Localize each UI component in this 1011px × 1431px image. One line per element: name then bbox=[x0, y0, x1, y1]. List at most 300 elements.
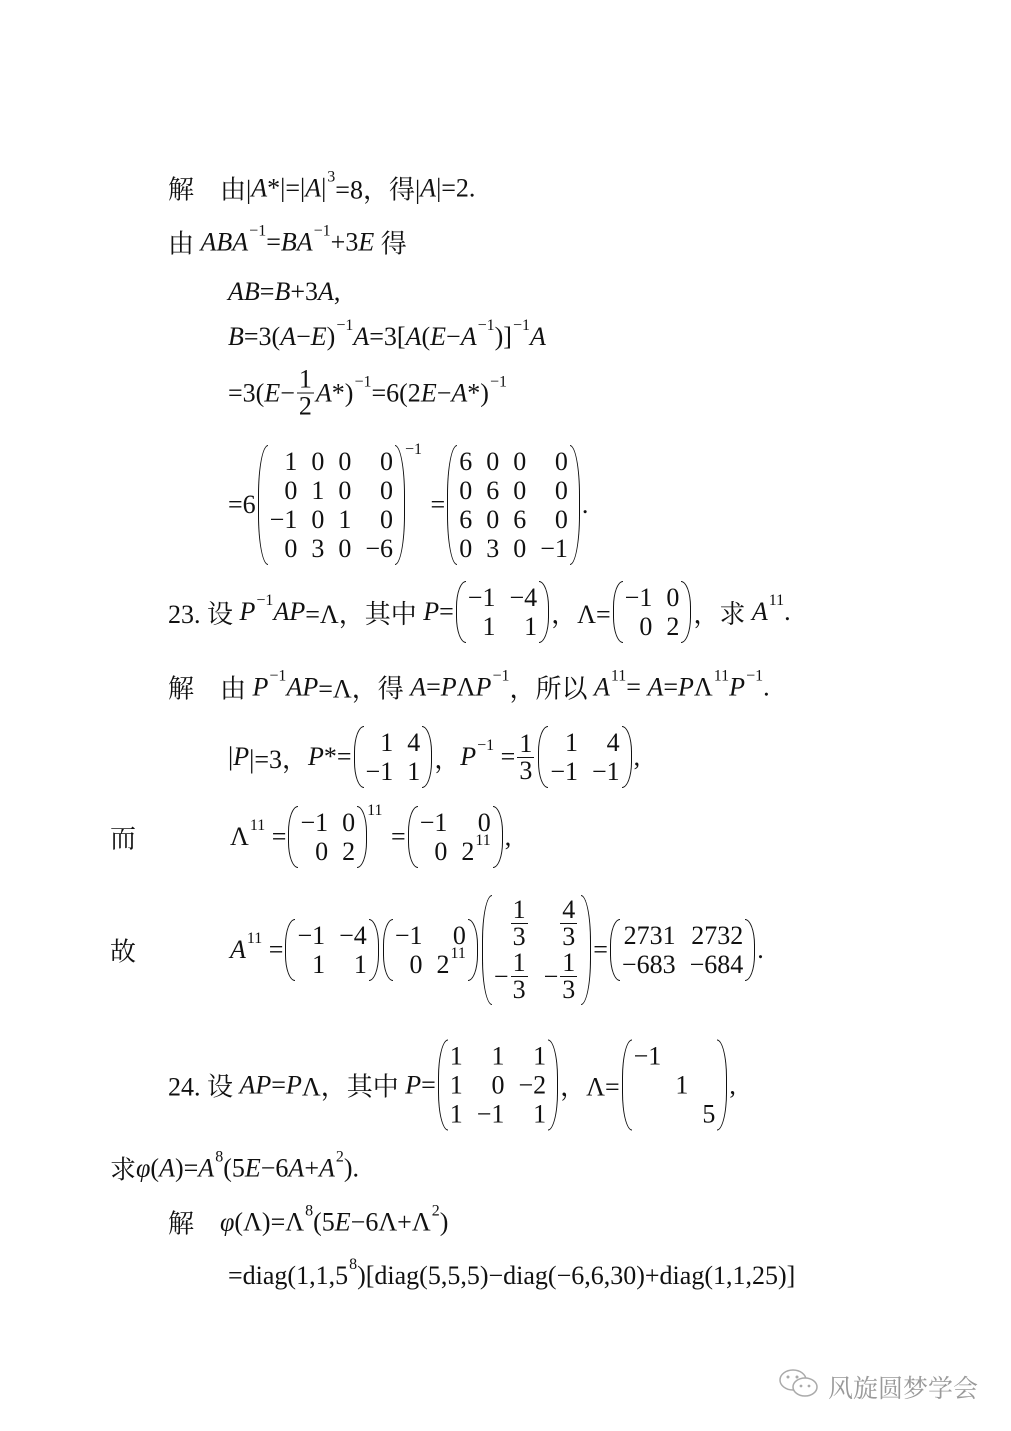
superscript: −1 bbox=[477, 317, 495, 334]
text-run: ( bbox=[421, 322, 431, 351]
text-run: 1 bbox=[311, 476, 325, 505]
matrix-cell bbox=[461, 831, 491, 866]
text-run: −1 bbox=[269, 505, 298, 534]
text-run: =6 bbox=[228, 490, 256, 519]
fraction-numerator: 1 bbox=[562, 948, 576, 977]
text-run: 求 bbox=[110, 1155, 137, 1185]
math-variable: A bbox=[318, 1153, 335, 1182]
text-run: ( bbox=[150, 1153, 160, 1182]
text-run: 0 bbox=[491, 1070, 505, 1100]
right-parenthesis bbox=[369, 919, 379, 981]
text-run: =Λ，其中 bbox=[305, 599, 424, 629]
math-variable: AB bbox=[228, 277, 260, 306]
text-run: −1 bbox=[550, 757, 578, 786]
math-variable: P bbox=[460, 742, 477, 771]
fraction bbox=[517, 728, 534, 785]
matrix-cell bbox=[459, 505, 472, 534]
text-run: 1 bbox=[312, 950, 326, 979]
fraction bbox=[297, 364, 314, 421]
text-run: −1 bbox=[365, 757, 394, 786]
text-run: 1 bbox=[482, 612, 496, 641]
fraction bbox=[511, 950, 528, 1003]
text-run: 0 bbox=[434, 837, 448, 866]
matrix-cell bbox=[311, 505, 324, 534]
text-run: ) bbox=[326, 322, 336, 351]
matrix-grid bbox=[623, 581, 682, 643]
math-variable: ABA bbox=[200, 227, 249, 256]
fraction-denominator: 3 bbox=[562, 922, 576, 951]
matrix bbox=[622, 1040, 728, 1131]
text-run: −684 bbox=[689, 950, 744, 979]
text-run: 0 bbox=[554, 476, 568, 505]
superscript: −1 bbox=[269, 667, 287, 684]
matrix-cell bbox=[300, 837, 328, 866]
text-run: −1 bbox=[297, 921, 326, 950]
matrix-cell bbox=[675, 1071, 688, 1100]
math-variable: A bbox=[305, 173, 322, 202]
math-variable: P bbox=[475, 672, 492, 701]
text-run: . bbox=[763, 672, 770, 701]
text-run: 1 bbox=[380, 728, 394, 757]
matrix-cell bbox=[625, 612, 653, 641]
text-run: 0 bbox=[486, 505, 500, 534]
text-run: = bbox=[593, 935, 608, 964]
matrix-cell bbox=[270, 505, 298, 534]
fraction bbox=[560, 950, 577, 1003]
matrix-grid bbox=[295, 919, 368, 981]
watermark bbox=[778, 1368, 978, 1406]
matrix-grid bbox=[418, 806, 493, 868]
left-parenthesis bbox=[610, 919, 620, 981]
text-line-l12 bbox=[168, 1040, 736, 1131]
math-variable: A bbox=[353, 322, 370, 351]
text-run: 1 bbox=[338, 505, 352, 534]
text-run: 1 bbox=[675, 1070, 689, 1100]
text-run: −683 bbox=[621, 950, 676, 979]
segment-group bbox=[558, 897, 579, 950]
matrix-cell bbox=[540, 534, 568, 563]
math-variable: E bbox=[310, 322, 327, 351]
matrix-cell bbox=[338, 505, 351, 534]
fraction-numerator: 4 bbox=[562, 895, 576, 924]
left-parenthesis bbox=[456, 581, 466, 643]
text-line-l11a bbox=[110, 932, 136, 969]
text-run: 0 bbox=[639, 612, 653, 641]
text-run: − bbox=[446, 322, 461, 351]
matrix-cell bbox=[459, 447, 472, 476]
matrix-cell bbox=[622, 950, 676, 979]
superscript: 11 bbox=[768, 592, 785, 609]
matrix-cell bbox=[311, 447, 324, 476]
text-run: ，求 bbox=[693, 599, 752, 629]
left-parenthesis bbox=[447, 445, 457, 565]
text-line-l14 bbox=[168, 1204, 448, 1241]
math-variable: A bbox=[230, 935, 246, 964]
matrix-cell bbox=[518, 1100, 546, 1129]
matrix-cell bbox=[339, 921, 367, 950]
matrix bbox=[438, 1040, 558, 1131]
math-variable: AP bbox=[286, 672, 319, 701]
text-run: − bbox=[296, 322, 311, 351]
superscript: −1 bbox=[336, 317, 354, 334]
matrix-cell bbox=[702, 1100, 715, 1129]
math-variable: A bbox=[647, 672, 664, 701]
matrix-cell bbox=[544, 897, 580, 950]
math-variable: P bbox=[233, 742, 250, 771]
text-run: *) bbox=[331, 378, 354, 407]
superscript: −1 bbox=[313, 222, 331, 239]
text-run: ，所以 bbox=[509, 674, 594, 704]
matrix-cell bbox=[395, 950, 423, 979]
text-run: − bbox=[436, 378, 452, 407]
matrix-grid bbox=[492, 895, 581, 1005]
text-run: −1 bbox=[394, 921, 423, 950]
text-run: 1 bbox=[565, 728, 578, 757]
text-run: 1 bbox=[407, 757, 421, 786]
text-line-l1 bbox=[168, 170, 475, 207]
matrix-exponent: −1 bbox=[405, 441, 423, 458]
superscript: 11 bbox=[713, 667, 730, 684]
text-run: (5 bbox=[313, 1207, 335, 1236]
matrix-cell bbox=[634, 1100, 662, 1129]
math-variable: P bbox=[405, 1070, 422, 1099]
text-run: 由 bbox=[168, 229, 201, 259]
fraction-denominator: 3 bbox=[519, 755, 533, 785]
math-variable: E bbox=[264, 378, 281, 407]
matrix-cell bbox=[420, 808, 448, 837]
matrix bbox=[456, 581, 549, 643]
right-parenthesis bbox=[468, 919, 478, 981]
matrix-cell bbox=[509, 583, 537, 612]
matrix-cell bbox=[675, 1100, 688, 1129]
text-run: 3 bbox=[311, 534, 325, 563]
text-run: −1 bbox=[624, 583, 653, 612]
text-run: Λ，其中 bbox=[301, 1072, 406, 1102]
matrix-cell bbox=[270, 534, 298, 563]
matrix-cell bbox=[540, 447, 568, 476]
text-run: = bbox=[494, 742, 516, 771]
text-run: = bbox=[663, 672, 679, 701]
text-run: −6Λ+Λ bbox=[350, 1207, 431, 1236]
matrix-cell bbox=[338, 534, 351, 563]
text-run: 1 bbox=[533, 1041, 547, 1071]
text-run: −1 bbox=[419, 808, 448, 837]
matrix bbox=[610, 919, 755, 981]
text-run: . bbox=[784, 597, 791, 626]
math-variable: B bbox=[228, 322, 244, 351]
math-variable: A bbox=[251, 173, 268, 202]
matrix-cell bbox=[622, 921, 676, 950]
math-variable: AP bbox=[239, 1070, 272, 1099]
fraction-denominator: 2 bbox=[298, 391, 312, 421]
superscript: −1 bbox=[477, 737, 495, 754]
matrix-cell bbox=[675, 1042, 688, 1071]
text-run: =Λ，得 bbox=[318, 674, 411, 704]
matrix-cell bbox=[509, 612, 537, 641]
text-run: 1 bbox=[491, 1041, 505, 1071]
fraction bbox=[560, 897, 577, 950]
text-line-l7 bbox=[168, 581, 791, 643]
math-variable: AP bbox=[273, 597, 306, 626]
superscript: −1 bbox=[354, 373, 372, 390]
matrix-cell bbox=[366, 728, 394, 757]
matrix-cell bbox=[702, 1042, 715, 1071]
text-run: = bbox=[439, 597, 454, 626]
matrix bbox=[288, 802, 383, 868]
text-run: 0 bbox=[477, 808, 491, 837]
text-run: 3 bbox=[486, 534, 500, 563]
math-variable: A bbox=[593, 672, 610, 701]
matrix-grid bbox=[364, 726, 423, 788]
text-run: −2 bbox=[518, 1070, 547, 1100]
text-run: =8，得| bbox=[335, 175, 421, 205]
matrix-cell bbox=[518, 1071, 546, 1100]
text-run: −1 bbox=[592, 757, 620, 786]
text-run: 2 bbox=[342, 837, 356, 866]
math-variable: A bbox=[318, 277, 334, 306]
text-run: 0 bbox=[380, 476, 394, 505]
right-parenthesis bbox=[548, 1040, 558, 1131]
matrix bbox=[285, 919, 378, 981]
text-run: 0 bbox=[513, 447, 527, 476]
text-line-l5 bbox=[228, 364, 507, 421]
text-run: . bbox=[581, 490, 589, 519]
matrix-cell bbox=[342, 808, 355, 837]
text-run: . bbox=[757, 935, 764, 964]
text-run: 0 bbox=[338, 447, 352, 476]
math-variable: A bbox=[405, 322, 422, 351]
math-variable: E bbox=[244, 1153, 261, 1182]
text-run: −1 bbox=[300, 808, 329, 837]
text-run: −4 bbox=[509, 583, 538, 612]
math-variable: P bbox=[729, 672, 746, 701]
matrix-cell bbox=[270, 447, 298, 476]
math-variable: P bbox=[252, 672, 269, 701]
text-run: *) bbox=[467, 378, 489, 407]
fraction-numerator: 1 bbox=[512, 948, 526, 977]
matrix-cell bbox=[436, 944, 466, 979]
left-parenthesis bbox=[354, 726, 364, 788]
math-variable: P bbox=[678, 672, 694, 701]
right-parenthesis bbox=[539, 581, 549, 643]
segment-group bbox=[509, 897, 530, 950]
watermark-text: 风旋圆梦学会 bbox=[828, 1374, 979, 1403]
matrix-cell bbox=[300, 808, 328, 837]
matrix-grid bbox=[393, 919, 468, 981]
text-run: |=3， bbox=[249, 744, 308, 774]
matrix-cell bbox=[468, 583, 496, 612]
matrix bbox=[613, 581, 692, 643]
superscript: 8 bbox=[215, 1148, 224, 1165]
superscript: 8 bbox=[305, 1202, 314, 1219]
text-line-l2 bbox=[168, 224, 407, 261]
superscript: 11 bbox=[246, 930, 263, 947]
text-run: *= bbox=[323, 742, 352, 771]
matrix-cell bbox=[420, 837, 448, 866]
text-run: =diag(1,1,5 bbox=[228, 1261, 349, 1290]
text-run: 0 bbox=[452, 921, 466, 950]
matrix-grid bbox=[457, 445, 570, 565]
matrix-cell bbox=[270, 476, 298, 505]
text-run: Λ bbox=[230, 822, 249, 851]
segment-group bbox=[544, 950, 580, 1003]
text-run: = bbox=[384, 822, 406, 851]
text-run: 1 bbox=[353, 950, 367, 979]
text-run: 0 bbox=[338, 476, 352, 505]
right-parenthesis bbox=[357, 806, 367, 868]
text-run: 0 bbox=[284, 476, 298, 505]
math-variable: φ bbox=[136, 1153, 151, 1182]
fraction-numerator: 1 bbox=[298, 364, 312, 394]
text-run: 23. 设 bbox=[168, 599, 240, 629]
matrix bbox=[538, 726, 631, 788]
text-run: 2 bbox=[461, 836, 475, 866]
fraction bbox=[511, 897, 528, 950]
text-run: ，Λ= bbox=[560, 1072, 620, 1102]
text-run: +3 bbox=[290, 277, 318, 306]
text-run: ) bbox=[439, 1207, 449, 1236]
math-variable: E bbox=[420, 378, 437, 407]
text-line-l11 bbox=[230, 895, 764, 1005]
matrix-cell bbox=[634, 1071, 662, 1100]
matrix-cell bbox=[450, 1100, 463, 1129]
text-run: (Λ)=Λ bbox=[234, 1207, 305, 1236]
matrix-cell bbox=[666, 612, 679, 641]
matrix bbox=[482, 895, 591, 1005]
matrix-cell bbox=[365, 505, 393, 534]
math-variable: A bbox=[530, 322, 546, 351]
text-run: ，Λ= bbox=[551, 599, 611, 629]
matrix-cell bbox=[459, 534, 472, 563]
matrix-cell bbox=[450, 1042, 463, 1071]
math-variable: P bbox=[440, 672, 457, 701]
matrix-cell bbox=[365, 447, 393, 476]
matrix-cell bbox=[540, 476, 568, 505]
text-run: 0 bbox=[380, 505, 394, 534]
text-run: , bbox=[729, 1070, 736, 1099]
text-run: ). bbox=[343, 1153, 360, 1182]
text-run: 2 bbox=[436, 949, 450, 979]
matrix-cell bbox=[338, 447, 351, 476]
matrix-cell bbox=[459, 476, 472, 505]
text-run: 2 bbox=[666, 612, 680, 641]
matrix-cell bbox=[544, 950, 580, 1003]
right-parenthesis bbox=[745, 919, 755, 981]
right-parenthesis bbox=[622, 726, 632, 788]
matrix-cell bbox=[513, 447, 526, 476]
superscript: 2 bbox=[335, 1148, 344, 1165]
text-run: )[diag(5,5,5)−diag(−6,6,30)+diag(1,1,25)] bbox=[357, 1261, 796, 1290]
text-run: , bbox=[504, 822, 512, 851]
math-variable: P bbox=[239, 597, 256, 626]
text-run: − bbox=[493, 961, 509, 991]
text-run: )] bbox=[494, 322, 512, 351]
text-run: , bbox=[633, 742, 641, 771]
text-run: 2731 bbox=[623, 921, 676, 950]
text-run: | bbox=[321, 173, 327, 202]
math-variable: φ bbox=[220, 1207, 235, 1236]
superscript: −1 bbox=[746, 667, 764, 684]
text-line-l6 bbox=[228, 441, 589, 565]
text-run: =3[ bbox=[369, 322, 406, 351]
matrix-cell bbox=[634, 1042, 662, 1071]
fraction-denominator: 3 bbox=[512, 975, 526, 1004]
matrix-cell bbox=[513, 505, 526, 534]
matrix-cell bbox=[690, 950, 744, 979]
text-run: 而 bbox=[110, 824, 137, 854]
math-variable: A bbox=[420, 173, 437, 202]
matrix-grid bbox=[298, 806, 357, 868]
superscript: −1 bbox=[256, 592, 274, 609]
matrix-cell bbox=[513, 476, 526, 505]
superscript: 3 bbox=[327, 168, 336, 185]
matrix-cell bbox=[450, 1071, 463, 1100]
left-parenthesis bbox=[408, 806, 418, 868]
text-line-l13 bbox=[110, 1150, 359, 1187]
matrix-exponent: 11 bbox=[367, 802, 383, 819]
text-run: −6 bbox=[365, 534, 394, 563]
text-run: 1 bbox=[449, 1041, 463, 1071]
left-parenthesis bbox=[288, 806, 298, 868]
matrix-cell bbox=[311, 534, 324, 563]
text-run: 解 由| bbox=[168, 175, 252, 205]
matrix bbox=[354, 726, 433, 788]
superscript: 11 bbox=[475, 831, 491, 849]
segment-group bbox=[461, 831, 491, 866]
text-run: = bbox=[271, 1070, 286, 1099]
math-variable: A bbox=[315, 378, 332, 407]
segment-group bbox=[494, 950, 530, 1003]
superscript: −1 bbox=[249, 222, 267, 239]
superscript: 8 bbox=[349, 1256, 358, 1273]
text-run: − bbox=[543, 961, 559, 991]
text-line-l3 bbox=[228, 277, 340, 307]
text-run: 0 bbox=[409, 950, 423, 979]
matrix-cell bbox=[592, 757, 620, 786]
text-line-l4 bbox=[228, 317, 546, 352]
math-variable: A bbox=[159, 1153, 175, 1182]
superscript: 11 bbox=[610, 667, 627, 684]
text-run: 0 bbox=[513, 534, 527, 563]
text-run: +3 bbox=[330, 227, 359, 256]
text-run: Λ bbox=[693, 672, 713, 701]
matrix-cell bbox=[477, 1100, 505, 1129]
superscript: −1 bbox=[489, 373, 507, 390]
superscript: 11 bbox=[249, 817, 266, 834]
text-run: =6(2 bbox=[371, 378, 421, 407]
text-run: 4 bbox=[407, 728, 421, 757]
text-run: 得 bbox=[374, 229, 407, 259]
matrix-cell bbox=[625, 583, 653, 612]
math-variable: BA bbox=[280, 227, 313, 256]
matrix-cell bbox=[366, 757, 394, 786]
math-variable: A bbox=[410, 672, 427, 701]
math-variable: A bbox=[280, 322, 297, 351]
text-run: 4 bbox=[606, 728, 620, 757]
text-line-l10 bbox=[230, 802, 512, 868]
matrix-cell bbox=[365, 534, 393, 563]
text-run: −4 bbox=[339, 921, 367, 950]
text-run: ， bbox=[434, 744, 461, 774]
text-run: = bbox=[424, 490, 446, 519]
text-run: 2732 bbox=[691, 921, 744, 950]
text-run: 1 bbox=[449, 1070, 463, 1100]
superscript: 11 bbox=[450, 944, 466, 962]
fraction-denominator: 3 bbox=[562, 975, 576, 1004]
superscript: −1 bbox=[492, 667, 510, 684]
text-run: 1 bbox=[533, 1099, 547, 1129]
text-run: 24. 设 bbox=[168, 1072, 240, 1102]
